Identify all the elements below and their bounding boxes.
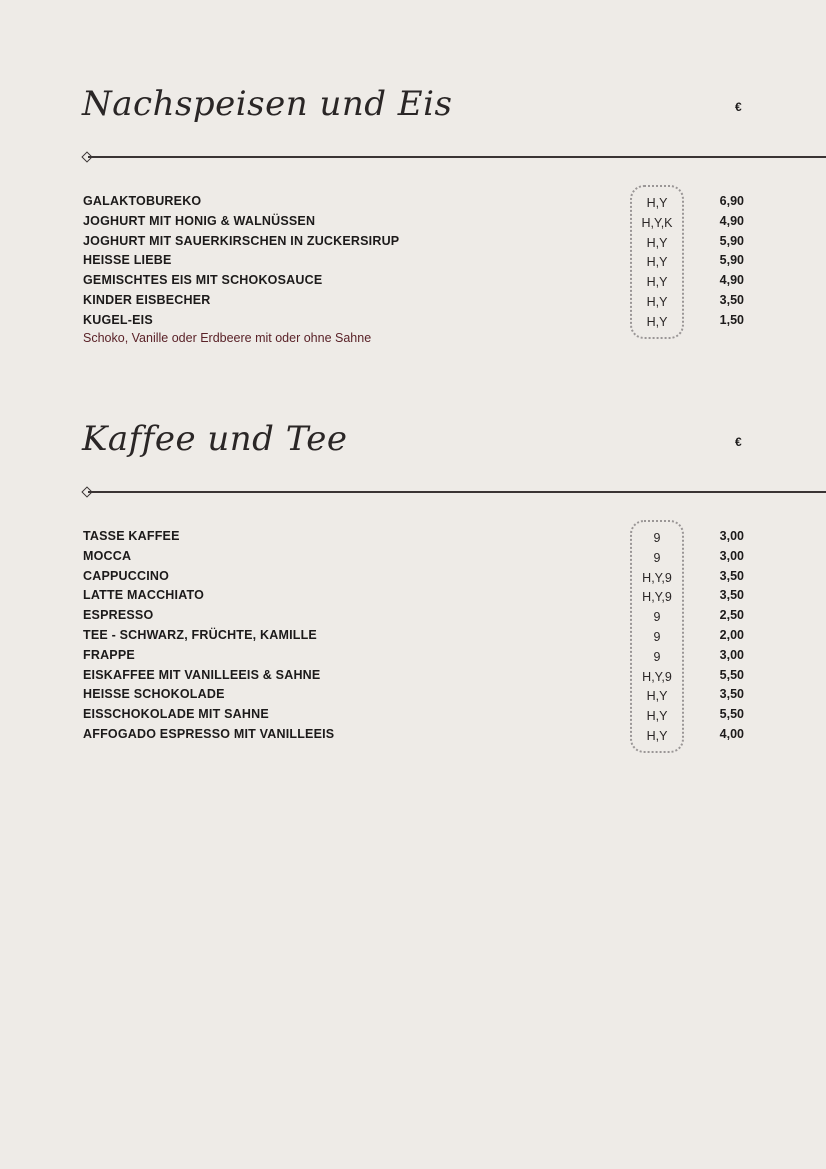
- item-price: 2,00: [719, 628, 744, 642]
- menu-item-row: [0, 549, 826, 569]
- menu-item-row: [0, 707, 826, 727]
- item-name: TASSE KAFFEE: [83, 529, 180, 543]
- item-allergens: H,Y: [646, 295, 668, 309]
- menu-item-row: [0, 668, 826, 688]
- item-name: HEISSE LIEBE: [83, 253, 172, 268]
- item-allergens: H,Y,K: [641, 215, 673, 230]
- menu-item-row: [0, 687, 826, 707]
- item-allergens: H,Y: [646, 235, 668, 250]
- item-name: KINDER EISBECHER: [83, 293, 211, 307]
- item-allergens: H,Y: [646, 255, 668, 270]
- item-allergens: 9: [653, 531, 661, 545]
- item-name: AFFOGADO ESPRESSO MIT VANILLEEIS: [83, 727, 335, 741]
- item-allergens: 9: [653, 610, 661, 625]
- item-name: GALAKTOBUREKO: [83, 194, 202, 208]
- item-price: 2,50: [719, 608, 744, 623]
- item-name: JOGHURT MIT SAUERKIRSCHEN IN ZUCKERSIRUP: [83, 233, 400, 248]
- item-price: 5,90: [719, 253, 744, 268]
- item-price: 3,00: [719, 548, 744, 563]
- item-name: JOGHURT MIT HONIG & WALNÜSSEN: [83, 213, 316, 228]
- menu-item-row: [0, 569, 826, 589]
- item-allergens: H,Y: [646, 689, 668, 704]
- item-price: 5,50: [719, 707, 744, 722]
- item-price: 3,50: [719, 687, 744, 702]
- item-price: 4,00: [719, 727, 744, 741]
- item-name: KUGEL-EIS: [83, 312, 153, 327]
- item-name: LATTE MACCHIATO: [83, 588, 205, 603]
- menu-item-row: [0, 608, 826, 628]
- item-allergens: H,Y,9: [642, 669, 672, 684]
- item-name: CAPPUCCINO: [83, 568, 170, 583]
- item-name: TEE - SCHWARZ, FRÜCHTE, KAMILLE: [83, 628, 317, 642]
- menu-item-row: [0, 253, 826, 273]
- menu-item-row: [0, 727, 826, 747]
- currency-label: €: [735, 100, 742, 114]
- item-name: GEMISCHTES EIS MIT SCHOKOSAUCE: [83, 273, 323, 288]
- item-price: 3,00: [719, 529, 744, 543]
- menu-item-row: [0, 648, 826, 668]
- section-title: Kaffee und Tee: [82, 419, 348, 459]
- currency-label: €: [735, 435, 742, 449]
- item-allergens: H,Y,9: [642, 590, 672, 605]
- item-allergens: H,Y,9: [642, 570, 672, 585]
- item-price: 3,50: [719, 293, 744, 307]
- menu-item-row: [0, 313, 826, 333]
- item-allergens: H,Y: [646, 709, 668, 724]
- item-price: 6,90: [719, 194, 744, 208]
- item-name: ESPRESSO: [83, 608, 154, 623]
- menu-item-row: [0, 293, 826, 313]
- section-title: Nachspeisen und Eis: [82, 84, 453, 124]
- menu-item-row: [0, 194, 826, 214]
- item-name: FRAPPE: [83, 647, 135, 662]
- item-price: 3,50: [719, 568, 744, 583]
- item-price: 3,50: [719, 588, 744, 603]
- item-name: EISKAFFEE MIT VANILLEEIS & SAHNE: [83, 667, 321, 682]
- item-note: Schoko, Vanille oder Erdbeere mit oder ohne Sahne: [83, 331, 372, 345]
- item-price: 5,90: [719, 233, 744, 248]
- menu-item-row: [0, 588, 826, 608]
- item-name: MOCCA: [83, 548, 132, 563]
- menu-item-row: [0, 234, 826, 254]
- item-price: 5,50: [719, 667, 744, 682]
- item-name: EISSCHOKOLADE MIT SAHNE: [83, 707, 269, 722]
- item-price: 3,00: [719, 647, 744, 662]
- section-divider: [88, 156, 826, 158]
- item-allergens: 9: [653, 550, 661, 565]
- item-price: 1,50: [719, 312, 744, 327]
- item-price: 4,90: [719, 273, 744, 288]
- menu-item-row: [0, 628, 826, 648]
- section-divider: [88, 491, 826, 493]
- item-allergens: H,Y: [646, 314, 668, 329]
- item-allergens: H,Y: [646, 275, 668, 290]
- item-allergens: H,Y: [646, 196, 668, 210]
- menu-item-row: [0, 214, 826, 234]
- item-allergens: H,Y: [646, 729, 668, 743]
- item-price: 4,90: [719, 213, 744, 228]
- item-name: HEISSE SCHOKOLADE: [83, 687, 225, 702]
- item-allergens: 9: [653, 630, 661, 644]
- menu-item-row: [0, 273, 826, 293]
- item-allergens: 9: [653, 649, 661, 664]
- menu-item-row: [0, 529, 826, 549]
